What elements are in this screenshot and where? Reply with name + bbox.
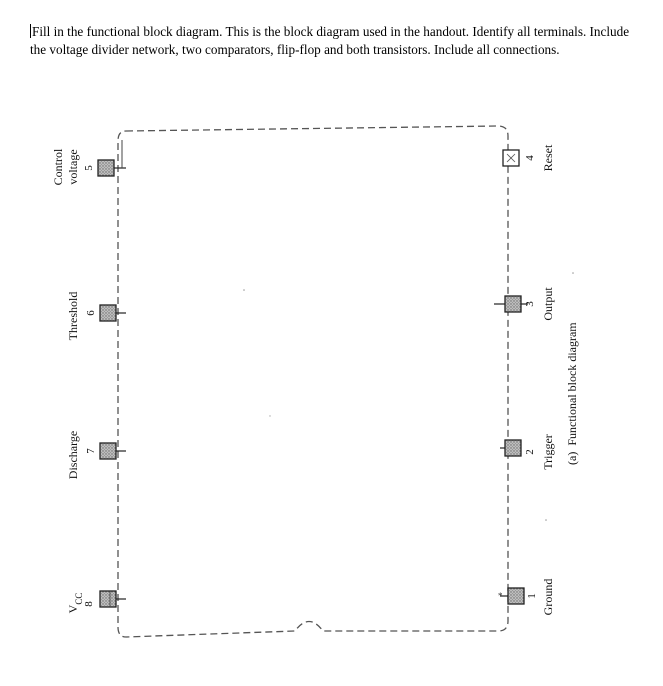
pin-8-vcc [66,591,126,613]
vcc-label [66,593,84,614]
pin-3-output [494,287,555,321]
pin-6-threshold [66,292,126,341]
threshold-label: Threshold [66,291,80,341]
pin-4-reset [503,144,555,171]
pin-8-number: 8 [83,601,95,607]
pin-3-number: 3 [524,301,536,307]
scan-speck [269,415,270,416]
scan-speck [545,519,547,521]
pin-1-dot: * [498,591,503,601]
pin-2-number: 2 [524,449,536,455]
pin-7-discharge [66,431,126,479]
pin-1-ground [498,579,555,616]
diagram-caption [565,322,579,465]
control-voltage-label-line2: voltage [66,149,80,185]
caption-text: Functional block diagram [565,322,579,446]
discharge-label: Discharge [66,430,80,480]
trigger-label: Trigger [541,434,555,470]
chip-outline [118,126,508,637]
pin-7-number: 7 [85,448,97,454]
instructions-body: Fill in the functional block diagram. This is the block diagram used in the handout. Identify all terminals. Include the voltage divider network, two comparators, flip-flop and both transistors. Include all connections. [30,24,630,57]
pin-1-number: 1 [526,593,538,599]
pin-4-number: 4 [524,155,536,161]
vcc-subscript: CC [74,592,84,605]
caption-tag: (a) [565,451,579,465]
pin-5-control-voltage [51,140,126,185]
vcc-letter: V [66,604,80,614]
pin-6-number: 6 [85,310,97,316]
scan-speck [243,289,245,291]
control-voltage-label-line1: Control [51,148,65,186]
output-label: Output [541,287,555,321]
reset-label: Reset [541,144,555,172]
pin-5-number: 5 [83,165,95,171]
scan-speck [572,272,574,274]
ground-label: Ground [541,578,555,616]
